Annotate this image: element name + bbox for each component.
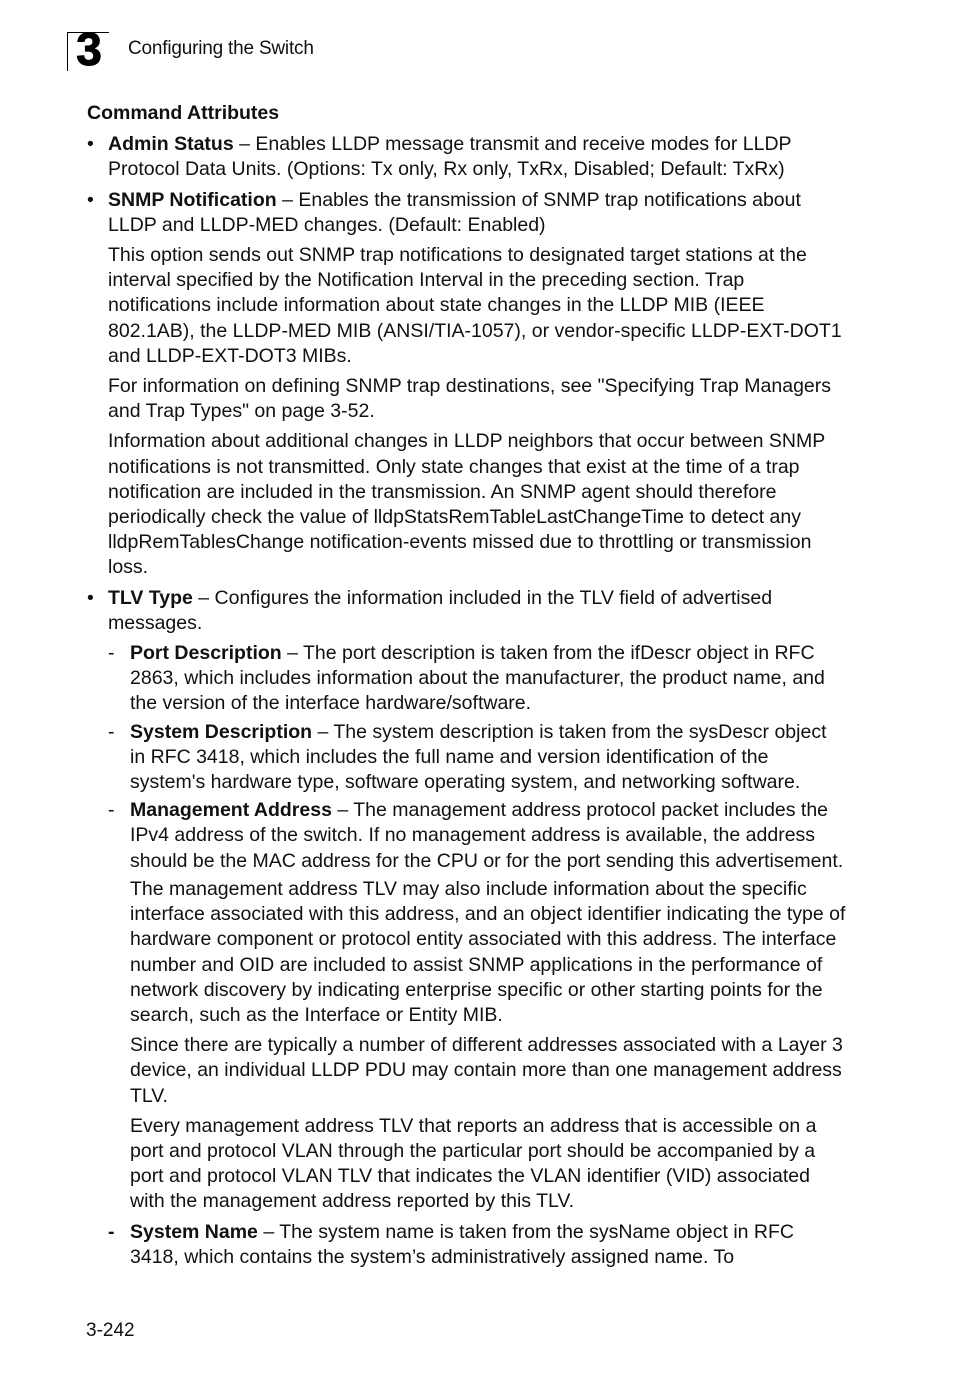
desc-port-description: – The port description is taken from the ifDescr object in RFC 2863, which includes information about the manufacturer, the product name, and the version of the interface hardware/software.: [130, 642, 825, 715]
sub-item-system-name: [87, 1220, 847, 1270]
term-system-name: System Name: [130, 1220, 258, 1243]
paragraph: Every management address TLV that reports an address that is accessible on a port and protocol VLAN through the particular port should be accompanied by a port and protocol VLAN TLV that indicates the VLAN identifier (VID) associated with the management address reported by this TLV.: [130, 1114, 817, 1213]
sub-item-management-address: [87, 798, 847, 874]
desc-snmp-notification: – Enables the transmission of SNMP trap notifications about LLDP and LLDP-MED changes. (Default: Enabled): [108, 188, 801, 236]
dash-mark: -: [108, 799, 115, 822]
desc-system-description: – The system description is taken from the sysDescr object in RFC 3418, which includes the full name and version identification of the system's hardware type, software operating system, and networking software.: [130, 720, 827, 794]
section-title: Command Attributes: [87, 102, 280, 124]
sub-item-system-description: [87, 720, 847, 796]
dash-mark: -: [108, 1220, 115, 1243]
term-tlv-type: TLV Type: [108, 586, 193, 609]
term-snmp-notification: SNMP Notification: [108, 188, 277, 211]
paragraph: The management address TLV may also include information about the specific interface associated with this address, and an object identifier indicating the type of hardware component or protocol entity associated with this address. The interface number and OID are included to assist SNMP applications in the performance of network discovery by indicating enterprise specific or other starting points for the search, such as the Interface or Entity MIB.: [130, 877, 846, 1026]
page-body: [87, 101, 847, 1273]
paragraph: Since there are typically a number of different addresses associated with a Layer 3 device, an individual LLDP PDU may contain more than one management address TLV.: [130, 1034, 843, 1107]
dash-mark: -: [108, 642, 115, 665]
term-system-description: System Description: [130, 720, 313, 743]
chapter-number: 3: [76, 23, 102, 75]
running-header-title: Configuring the Switch: [128, 38, 314, 59]
term-management-address: Management Address: [130, 799, 332, 822]
bullet-mark: •: [87, 586, 94, 609]
list-item-tlv-type: [87, 586, 847, 636]
desc-management-address: – The management address protocol packet includes the IPv4 address of the switch. If no management address is available, the address should be the MAC address for the CPU or for the port sending this advertisement.: [130, 799, 844, 872]
paragraph: For information on defining SNMP trap destinations, see "Specifying Trap Managers and Trap Types" on page 3-52.: [108, 375, 832, 423]
desc-system-name: – The system name is taken from the sysName object in RFC 3418, which contains the system’s administratively assigned name. To: [130, 1220, 794, 1268]
sub-item-port-description: [87, 641, 847, 717]
paragraph: Information about additional changes in LLDP neighbors that occur between SNMP notifications is not transmitted. Only state changes that exist at the time of a trap notification are included in the transmission. An SNMP agent should therefore periodically check the value of lldpStatsRemTableLastChangeTime to detect any lldpRemTablesChange notification-events missed due to throttling or transmission loss.: [108, 430, 825, 579]
page-number: 3-242: [86, 1320, 135, 1341]
bullet-mark: •: [87, 133, 94, 156]
bullet-mark: •: [87, 188, 94, 211]
term-admin-status: Admin Status: [108, 133, 234, 156]
desc-tlv-type: – Configures the information included in the TLV field of advertised messages.: [108, 586, 773, 634]
desc-admin-status: – Enables LLDP message transmit and receive modes for LLDP Protocol Data Units. (Options: Tx only, Rx only, TxRx, Disabled; Default: TxRx): [108, 133, 792, 181]
list-item-admin-status: [87, 132, 847, 182]
list-item-snmp-notification: [87, 188, 847, 238]
term-port-description: Port Description: [130, 642, 282, 665]
paragraph: This option sends out SNMP trap notifications to designated target stations at the interval specified by the Notification Interval in the preceding section. Trap notifications include information about state changes in the LLDP MIB (IEEE 802.1AB), the LLDP-MED MIB (ANSI/TIA-1057), or vendor-specific LLDP-EXT-DOT1 and LLDP-EXT-DOT3 MIBs.: [108, 244, 842, 367]
dash-mark: -: [108, 720, 115, 743]
